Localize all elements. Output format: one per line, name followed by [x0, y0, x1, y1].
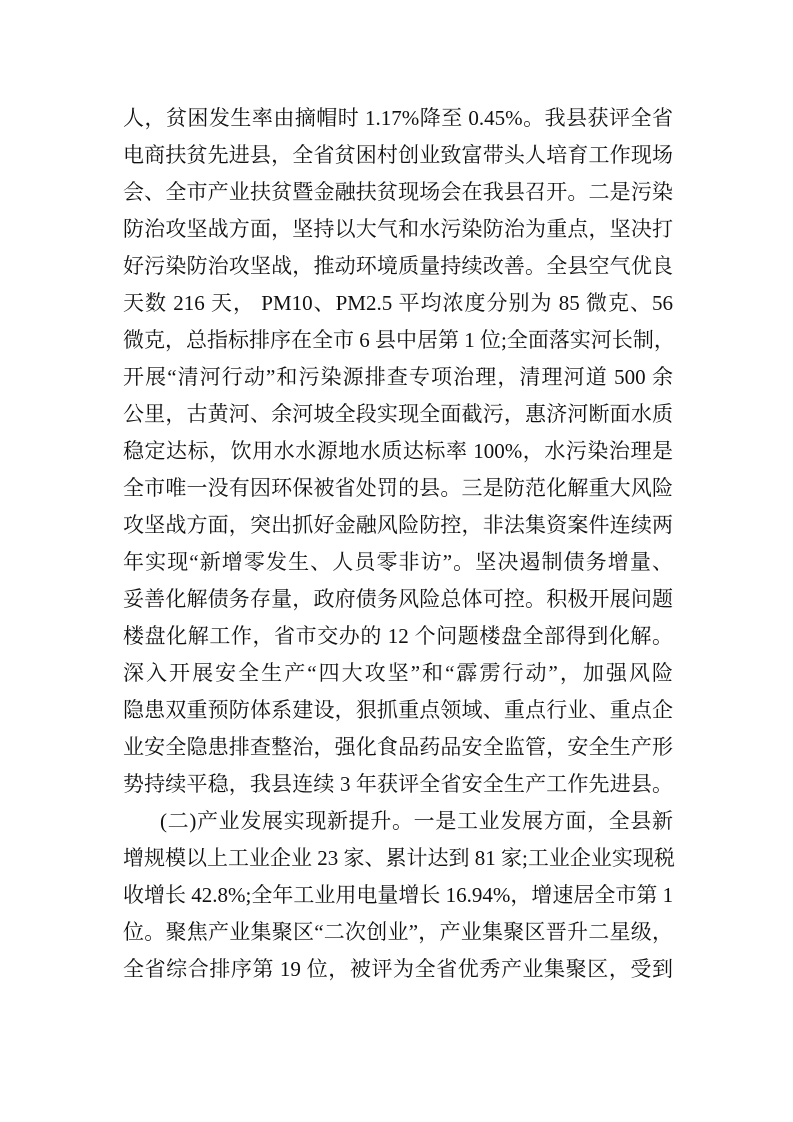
text-line: 攻坚战方面，突出抓好金融风险防控，非法集资案件连续两	[123, 513, 673, 537]
text-line: 全市唯一没有因环保被省处罚的县。三是防范化解重大风险	[123, 476, 673, 500]
document-body	[123, 100, 673, 988]
text-line: 会、全市产业扶贫暨金融扶贫现场会在我县召开。二是污染	[123, 180, 673, 204]
text-line: 年实现“新增零发生、人员零非访”。坚决遏制债务增量、	[123, 550, 673, 574]
text-line: 开展“清河行动”和污染源排查专项治理，清理河道 500 余	[123, 365, 673, 389]
text-line: 人，贫困发生率由摘帽时 1.17%降至 0.45%。我县获评全省	[123, 106, 673, 130]
text-line: 微克，总指标排序在全市 6 县中居第 1 位;全面落实河长制，	[123, 328, 675, 352]
text-line: 隐患双重预防体系建设，狠抓重点领域、重点行业、重点企	[123, 698, 673, 722]
text-line: 楼盘化解工作，省市交办的 12 个问题楼盘全部得到化解。	[123, 624, 673, 648]
text-line: 电商扶贫先进县，全省贫困村创业致富带头人培育工作现场	[123, 143, 673, 167]
text-line: 收增长 42.8%;全年工业用电量增长 16.94%，增速居全市第 1	[123, 883, 674, 907]
text-line: 增规模以上工业企业 23 家、累计达到 81 家;工业企业实现税	[123, 846, 675, 870]
section-heading-line: (二)产业发展实现新提升。一是工业发展方面，全县新	[160, 809, 673, 833]
text-line: 稳定达标，饮用水水源地水质达标率 100%，水污染治理是	[123, 439, 673, 463]
text-line: 公里，古黄河、余河坡全段实现全面截污，惠济河断面水质	[123, 402, 673, 426]
text-line: 好污染防治攻坚战，推动环境质量持续改善。全县空气优良	[123, 254, 673, 278]
text-line: 位。聚焦产业集聚区“二次创业”，产业集聚区晋升二星级，	[123, 920, 673, 944]
text-line: 业安全隐患排查整治，强化食品药品安全监管，安全生产形	[123, 735, 673, 759]
text-line: 深入开展安全生产“四大攻坚”和“霹雳行动”，加强风险	[123, 661, 673, 685]
text-line: 势持续平稳，我县连续 3 年获评全省安全生产工作先进县。	[123, 772, 673, 796]
text-line: 妥善化解债务存量，政府债务风险总体可控。积极开展问题	[123, 587, 673, 611]
text-line: 全省综合排序第 19 位，被评为全省优秀产业集聚区，受到	[123, 957, 673, 981]
text-line: 天数 216 天， PM10、PM2.5 平均浓度分别为 85 微克、56	[123, 291, 673, 315]
text-line: 防治攻坚战方面，坚持以大气和水污染防治为重点，坚决打	[123, 217, 673, 241]
